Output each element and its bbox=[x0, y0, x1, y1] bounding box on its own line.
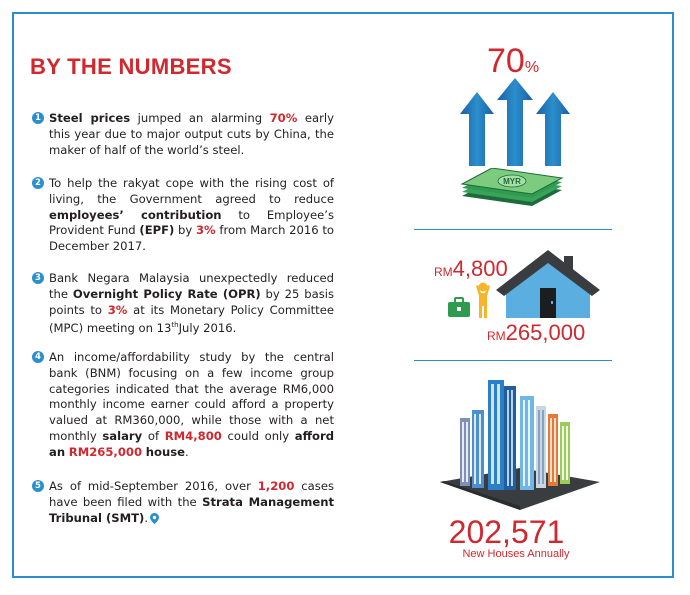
item-text-segment: salary bbox=[102, 428, 143, 443]
item-text-segment: house bbox=[145, 444, 185, 459]
page-title: BY THE NUMBERS bbox=[30, 54, 232, 79]
item-text-segment: by bbox=[174, 223, 196, 238]
divider bbox=[414, 360, 612, 361]
item-text-segment: from March 2016 to December 2017. bbox=[49, 223, 334, 254]
item-text-segment: could only bbox=[221, 428, 295, 443]
item-text-segment: th bbox=[171, 321, 179, 330]
item-text-segment: Overnight Policy Rate (OPR) bbox=[72, 286, 261, 301]
item-text-segment: by 25 basis points to bbox=[49, 286, 334, 317]
house-price-stat bbox=[487, 320, 585, 349]
item-text-segment: at its Monetary Policy Committee (MPC) meeting on 13 bbox=[49, 302, 334, 336]
item-number-badge: 4 bbox=[32, 351, 44, 363]
house-icon bbox=[496, 250, 600, 320]
house-price-value: 265,000 bbox=[505, 320, 586, 345]
house-price-prefix: RM bbox=[487, 329, 506, 343]
item-text-segment: 1,200 bbox=[257, 479, 295, 493]
item-text-segment: 70% bbox=[269, 111, 298, 125]
item-text bbox=[49, 350, 334, 461]
item-number-badge: 3 bbox=[32, 272, 44, 284]
item-number-badge: 5 bbox=[32, 480, 44, 492]
item-text-segment: of bbox=[142, 428, 165, 443]
item-text-segment: . bbox=[144, 510, 149, 525]
item-text-segment: cases have been filed with the bbox=[49, 479, 334, 509]
item-text-segment: (EPF) bbox=[139, 223, 175, 238]
item-text-segment: An income/affordability study by the central bank (BNM) focusing on a few income group categories indicated that the average RM6,000 monthly income earner could afford a property valued at RM360,000, while those with a net monthly bbox=[49, 350, 334, 443]
houses-stat-caption: New Houses Annually bbox=[462, 548, 570, 560]
steel-stat-value: 70 bbox=[487, 42, 525, 80]
item-text-segment: 3% bbox=[107, 302, 128, 317]
list-item bbox=[32, 111, 334, 158]
item-text bbox=[49, 111, 334, 158]
item-number-badge: 2 bbox=[32, 177, 44, 189]
list-item bbox=[32, 350, 334, 461]
item-text-segment: 3% bbox=[195, 223, 216, 238]
briefcase-icon bbox=[448, 298, 470, 317]
buildings-icon bbox=[440, 378, 600, 510]
salary-stat-value: 4,800 bbox=[452, 256, 508, 281]
houses-stat-value: 202,571 bbox=[448, 514, 565, 550]
item-text-segment: to Employee’s Provident Fund bbox=[49, 207, 334, 238]
item-text-segment: Strata Management Tribunal (SMT) bbox=[49, 494, 334, 525]
item-text-segment: Bank Negara Malaysia unexpectedly reduced the bbox=[49, 271, 334, 301]
money-stack-icon bbox=[460, 168, 564, 206]
divider bbox=[414, 229, 612, 230]
item-text bbox=[49, 176, 334, 255]
item-text-segment: Steel prices bbox=[49, 111, 131, 125]
item-text bbox=[49, 271, 334, 337]
item-text-segment: afford an bbox=[49, 428, 334, 459]
item-text-segment: jumped an alarming bbox=[130, 111, 270, 125]
money-label: MYR bbox=[503, 177, 521, 186]
arrows-up-icon bbox=[460, 78, 570, 170]
steel-stat-unit: % bbox=[524, 59, 540, 76]
item-text-segment: July 2016. bbox=[178, 321, 237, 336]
person-icon bbox=[476, 283, 490, 319]
list-item bbox=[32, 176, 334, 255]
item-text-segment: As of mid-September 2016, over bbox=[49, 479, 258, 493]
item-text-segment: RM265,000 bbox=[68, 444, 143, 459]
item-text-segment: employees’ contribution bbox=[49, 207, 222, 222]
salary-stat-prefix: RM bbox=[434, 265, 453, 279]
person-with-briefcase bbox=[448, 282, 498, 318]
item-text-segment: early this year due to major output cuts by China, the maker of half of the world’s steel. bbox=[49, 111, 334, 157]
list-item bbox=[32, 271, 334, 337]
item-number-badge: 1 bbox=[32, 112, 44, 124]
item-text-segment: RM4,800 bbox=[164, 428, 222, 443]
item-text-segment: . bbox=[184, 444, 189, 459]
item-text-segment: To help the rakyat cope with the rising cost of living, the Government agreed to reduce bbox=[49, 176, 334, 206]
